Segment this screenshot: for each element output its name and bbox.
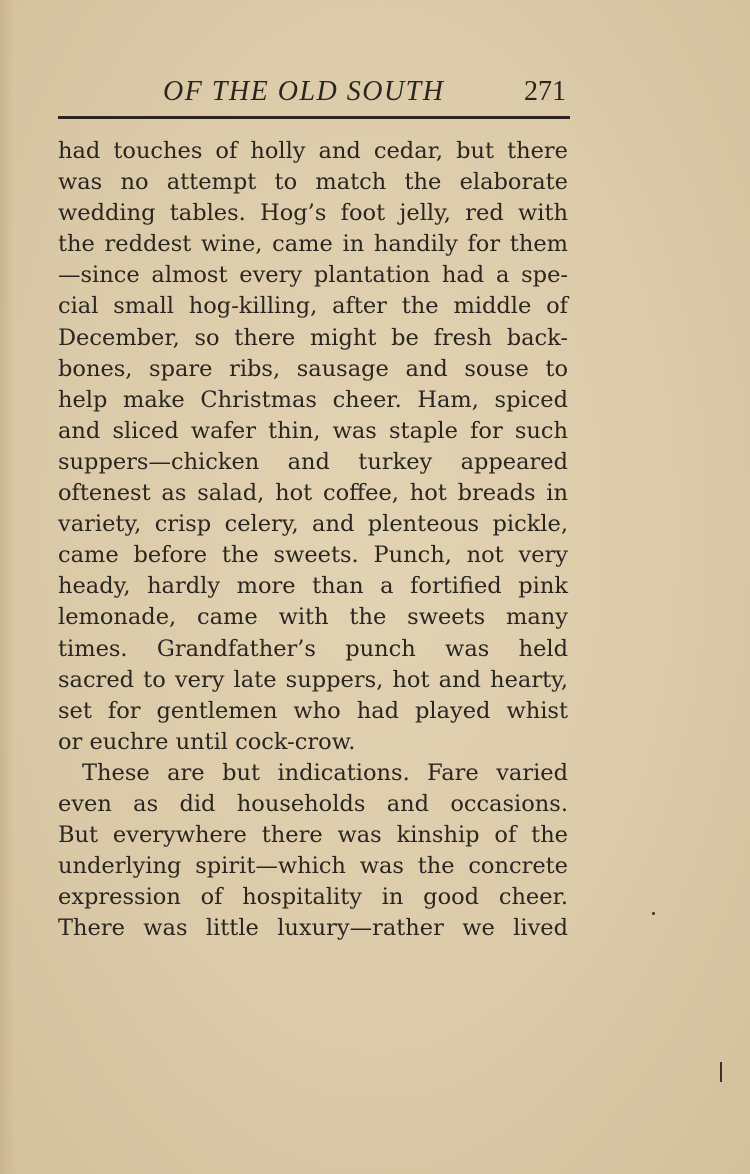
text-line: heady, hardly more than a fortified pink (58, 573, 568, 600)
text-line: December, so there might be fresh back- (58, 324, 568, 351)
text-line: variety, crisp celery, and plenteous pickle, (58, 511, 568, 538)
running-head (58, 76, 568, 112)
text-line: the reddest wine, came in handily for them (58, 231, 568, 258)
paper-speck (720, 1062, 722, 1082)
text-line: set for gentlemen who had played whist (58, 697, 568, 724)
text-line: times. Grandfather’s punch was held (58, 635, 568, 662)
header-rule (58, 116, 570, 119)
text-line: and sliced wafer thin, was staple for such (58, 417, 568, 444)
text-line: had touches of holly and cedar, but there (58, 138, 568, 164)
text-line: But everywhere there was kinship of the (58, 822, 568, 849)
text-line: suppers—chicken and turkey appeared (58, 448, 568, 475)
text-line: or euchre until cock-crow. (58, 728, 356, 755)
paper-speck (652, 912, 655, 915)
text-line: expression of hospitality in good cheer. (58, 884, 568, 911)
text-line: There was little luxury—rather we lived (58, 915, 568, 942)
text-line: underlying spirit—which was the concrete (58, 853, 568, 880)
text-line: even as did households and occasions. (58, 790, 568, 817)
text-line: —since almost every plantation had a spe- (58, 262, 568, 289)
text-line: was no attempt to match the elaborate (58, 169, 568, 196)
text-line: These are but indications. Fare varied (82, 759, 568, 786)
text-line: sacred to very late suppers, hot and hearty, (58, 666, 568, 693)
body-text (58, 136, 568, 944)
page-number: 271 (524, 76, 566, 107)
text-line: came before the sweets. Punch, not very (58, 542, 568, 569)
text-line: help make Christmas cheer. Ham, spiced (58, 386, 568, 413)
text-line: oftenest as salad, hot coffee, hot breads in (58, 480, 568, 507)
text-line: cial small hog-killing, after the middle of (58, 293, 568, 320)
running-title: OF THE OLD SOUTH (163, 76, 445, 107)
text-line: lemonade, came with the sweets many (58, 604, 568, 631)
text-line: wedding tables. Hog’s foot jelly, red with (58, 200, 568, 227)
text-line: bones, spare ribs, sausage and souse to (58, 355, 568, 382)
page-gutter-shadow (0, 0, 14, 1174)
